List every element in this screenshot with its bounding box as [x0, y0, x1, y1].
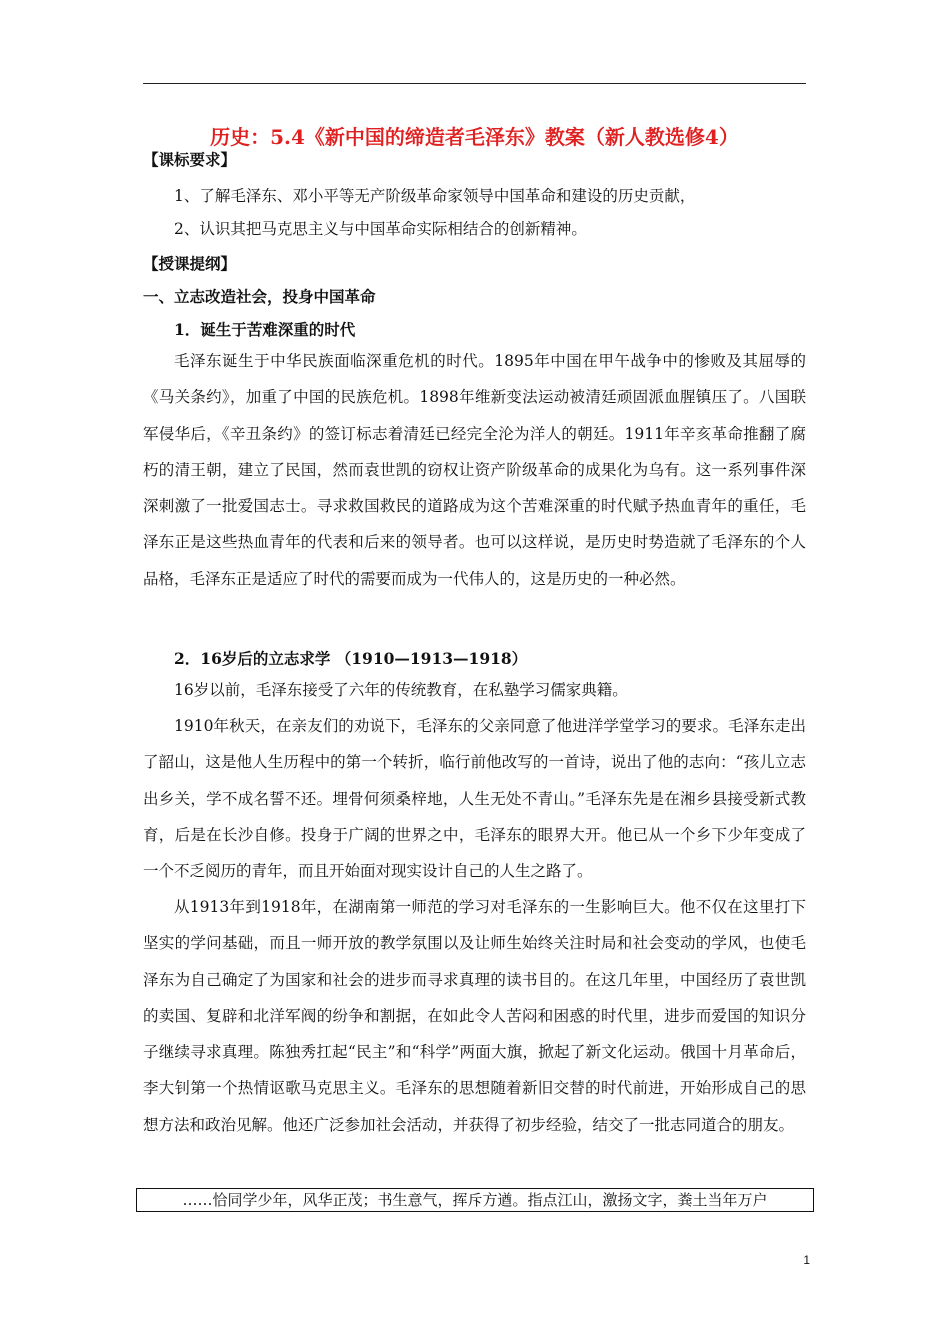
part-1-heading: 一、立志改造社会，投身中国革命 — [143, 287, 376, 306]
sub-1-paragraph: 毛泽东诞生于中华民族面临深重危机的时代。1895年中国在甲午战争中的惨败及其屈辱的《马关条约》，加重了中国的民族危机。1898年维新变法运动被清廷顽固派血腥镇压了。八国联军侵华后，《辛丑条约》的签订标志着清廷已经完全沦为洋人的朝廷。1911年辛亥革命推翻了腐朽的清王朝，建立了民国，然而袁世凯的窃权让资产阶级革命的成果化为乌有。这一系列事件深深刺激了一批爱国志士。寻求救国救民的道路成为这个苦难深重的时代赋予热血青年的重任，毛泽东正是这些热血青年的代表和后来的领导者。也可以这样说，是历史时势造就了毛泽东的个人品格，毛泽东正是适应了时代的需要而成为一代伟人的，这是历史的一种必然。 — [143, 352, 806, 588]
outline-heading: 【授课提纲】 — [143, 254, 237, 273]
sub-2-paragraph-3: 从1913年到1918年，在湖南第一师范的学习对毛泽东的一生影响巨大。他不仅在这里打下坚实的学问基础，而且一师开放的教学氛围以及让师生始终关注时局和社会变动的学风，也使毛泽东为自己确定了为国家和社会的进步而寻求真理的读书目的。在这几年里，中国经历了袁世凯的卖国、复辟和北洋军阀的纷争和割据，在如此令人苦闷和困惑的时代里，进步而爱国的知识分子继续寻求真理。陈独秀扛起“民主”和“科学”两面大旗，掀起了新文化运动。俄国十月革命后，李大钊第一个热情讴歌马克思主义。毛泽东的思想随着新旧交替的时代前进，开始形成自己的思想方法和政治见解。他还广泛参加社会活动，并获得了初步经验，结交了一批志同道合的朋友。 — [143, 898, 806, 1134]
page-number: 1 — [803, 1253, 810, 1267]
sub-1-heading: 1．诞生于苦难深重的时代 — [174, 320, 356, 339]
requirements-heading: 【课标要求】 — [143, 150, 237, 169]
poem-quote-box: ……恰同学少年，风华正茂；书生意气，挥斥方遒。指点江山，激扬文字，粪土当年万户 — [136, 1188, 814, 1212]
sub-2-heading: 2．16岁后的立志求学 （1910—1913—1918） — [174, 649, 528, 668]
requirement-item-1: 1、了解毛泽东、邓小平等无产阶级革命家领导中国革命和建设的历史贡献， — [174, 187, 696, 205]
header-rule — [143, 83, 806, 84]
requirement-item-2: 2、认识其把马克思主义与中国革命实际相结合的创新精神。 — [174, 220, 587, 238]
sub-2-paragraph-1: 16岁以前，毛泽东接受了六年的传统教育，在私塾学习儒家典籍。 — [174, 681, 628, 699]
sub-2-paragraph-2: 1910年秋天，在亲友们的劝说下，毛泽东的父亲同意了他进洋学堂学习的要求。毛泽东走出了韶山，这是他人生历程中的第一个转折，临行前他改写的一首诗，说出了他的志向：“孩儿立志出乡关，学不成名誓不还。埋骨何须桑梓地，人生无处不青山。”毛泽东先是在湘乡县接受新式教育，后是在长沙自修。投身于广阔的世界之中，毛泽东的眼界大开。他已从一个乡下少年变成了一个不乏阅历的青年，而且开始面对现实设计自己的人生之路了。 — [143, 717, 806, 881]
document-title: 历史：5.4《新中国的缔造者毛泽东》教案（新人教选修4） — [210, 125, 739, 149]
